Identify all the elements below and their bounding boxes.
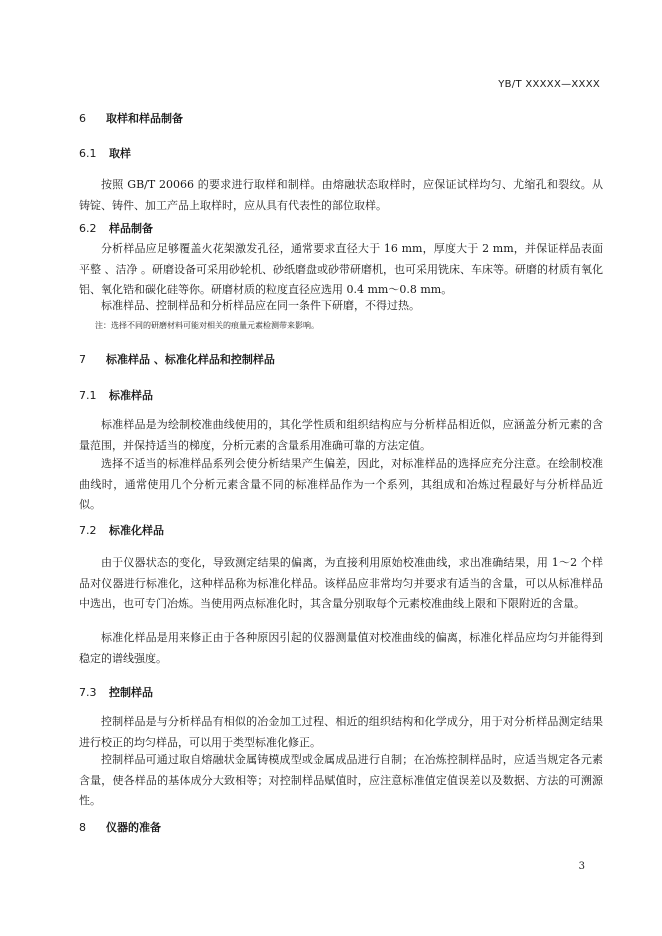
section-title: 取样和样品制备 [106,112,183,125]
section-title: 样品制备 [109,222,153,235]
section-number: 6.2 [79,222,97,235]
paragraph: 标准化样品是用来修正由于各种原因引起的仪器测量值对校准曲线的偏离，标准化样品应均匀并能得到稳定的谱线强度。 [79,631,603,665]
section-number: 7.1 [79,389,97,402]
section-number: 6.1 [79,147,97,160]
page-number: 3 [578,861,585,872]
section-title: 标准样品 [109,389,153,402]
section-title: 仪器的准备 [106,821,161,834]
section-heading-6-1 [79,145,131,161]
standard-code: YB/T XXXXX—XXXX [498,79,600,90]
section-number: 7.3 [79,686,97,699]
section-title: 取样 [109,147,131,160]
section-heading-6-2 [79,220,153,236]
paragraph: 选择不适当的标准样品系列会使分析结果产生偏差，因此，对标准样品的选择应充分注意。在绘制校准曲线时，通常使用几个分析元素含量不同的标准样品作为一个系列，其组成和冶炼过程最好与分析样品近似。 [79,457,603,511]
section-heading-6 [79,110,183,126]
paragraph: 控制样品是与分析样品有相似的冶金加工过程、相近的组织结构和化学成分，用于对分析样品测定结果进行校正的均匀样品，可以用于类型标准化修正。 [79,715,603,749]
note: 注：选择不同的研磨材料可能对相关的痕量元素检测带来影响。 [95,321,319,330]
section-heading-7-1 [79,387,153,403]
section-heading-7-3 [79,684,153,700]
paragraph: 标准样品、控制样品和分析样品应在同一条件下研磨，不得过热。 [101,299,420,312]
section-title: 控制样品 [109,686,153,699]
section-title: 标准化样品 [109,524,164,537]
paragraph: 分析样品应足够覆盖火花架激发孔径，通常要求直径大于 16 mm，厚度大于 2 mm，并保证样品表面平整 、洁净 。研磨设备可采用砂轮机、砂纸磨盘或砂带研磨机，也可采用铣床、车床等。研磨的材质有氧化铝、氧化锆和碳化硅等你。研磨材质的粒度直径应选用 0.4 mm～0.8 mm。 [79,242,603,296]
section-number: 8 [79,821,86,834]
section-number: 7.2 [79,524,97,537]
section-title: 标准样品 、标准化样品和控制样品 [106,353,275,366]
paragraph: 按照 GB/T 20066 的要求进行取样和制样。由熔融状态取样时，应保证试样均匀、尤缩孔和裂纹。从铸锭、铸件、加工产品上取样时，应从具有代表性的部位取样。 [79,178,603,212]
paragraph: 标准样品是为绘制校准曲线使用的，其化学性质和组织结构应与分析样品相近似，应涵盖分析元素的含量范围，并保持适当的梯度，分析元素的含量系用准确可靠的方法定值。 [79,418,603,452]
section-heading-7-2 [79,522,164,538]
section-number: 7 [79,353,86,366]
section-number: 6 [79,112,86,125]
section-heading-8 [79,819,161,835]
paragraph: 控制样品可通过取自熔融状金属铸模成型或金属成品进行自制；在冶炼控制样品时，应适当规定各元素含量，使各样品的基体成分大致相等；对控制样品赋值时，应注意标准值定值误差以及数据、方法的可溯源性。 [79,753,603,807]
paragraph: 由于仪器状态的变化，导致测定结果的偏离，为直接利用原始校准曲线，求出准确结果，用 1～2 个样品对仪器进行标准化，这种样品称为标准化样品。该样品应非常均匀并要求有适当的含量，可以从标准样品中选出，也可专门冶炼。当使用两点标准化时，其含量分别取每个元素校准曲线上限和下限附近的含量。 [79,556,603,610]
section-heading-7 [79,351,275,367]
